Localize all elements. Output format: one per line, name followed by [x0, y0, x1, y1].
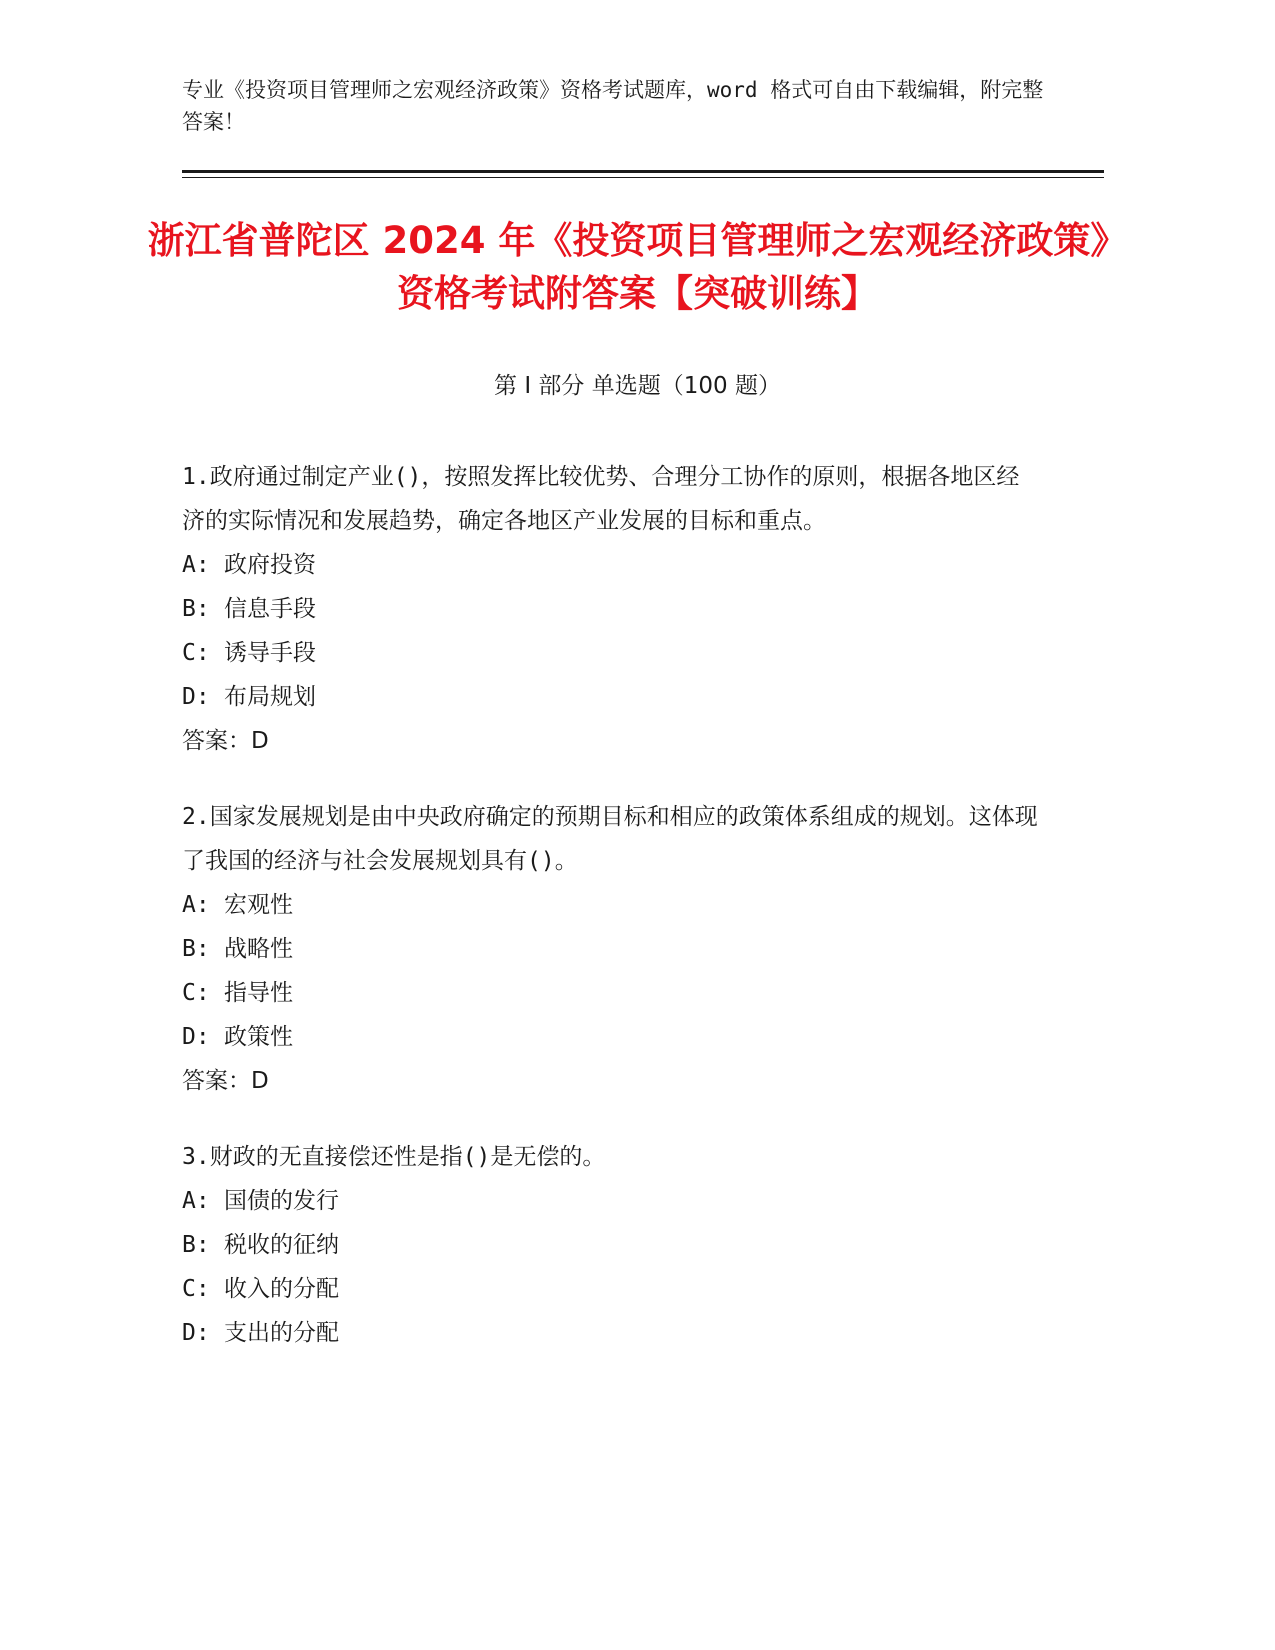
option-text: 诱导手段 — [224, 640, 316, 666]
option-key: B: — [182, 596, 210, 622]
question-spacer — [182, 763, 1042, 795]
option-a — [182, 543, 1042, 587]
option-key: C: — [182, 1276, 210, 1302]
option-c — [182, 631, 1042, 675]
option-text: 宏观性 — [224, 892, 293, 918]
document-title: 浙江省普陀区 2024 年《投资项目管理师之宏观经济政策》资格考试附答案【突破训练】 — [147, 219, 1128, 315]
option-key: B: — [182, 1232, 210, 1258]
section-heading: 第 I 部分 单选题（100 题） — [494, 373, 781, 399]
option-d — [182, 1015, 1042, 1059]
option-key: C: — [182, 640, 210, 666]
header-note: 专业《投资项目管理师之宏观经济政策》资格考试题库，word 格式可自由下载编辑，附完整答案！ — [182, 78, 1044, 134]
option-d — [182, 675, 1042, 719]
answer-line: 答案：D — [182, 728, 269, 754]
question-spacer — [182, 1103, 1042, 1135]
option-text: 国债的发行 — [224, 1188, 339, 1214]
question-2 — [182, 795, 1042, 1103]
question-list — [182, 455, 1042, 1355]
option-key: D: — [182, 1320, 210, 1346]
question-1 — [182, 455, 1042, 763]
option-c — [182, 1267, 1042, 1311]
option-text: 收入的分配 — [224, 1276, 339, 1302]
option-text: 税收的征纳 — [224, 1232, 339, 1258]
option-text: 指导性 — [224, 980, 293, 1006]
option-text: 信息手段 — [224, 596, 316, 622]
option-key: D: — [182, 1024, 210, 1050]
option-b — [182, 927, 1042, 971]
question-3 — [182, 1135, 1042, 1355]
option-a — [182, 1179, 1042, 1223]
option-c — [182, 971, 1042, 1015]
option-key: D: — [182, 684, 210, 710]
option-key: B: — [182, 936, 210, 962]
option-text: 政策性 — [224, 1024, 293, 1050]
header-rule-thin — [182, 177, 1104, 178]
option-key: A: — [182, 552, 210, 578]
option-text: 战略性 — [224, 936, 293, 962]
option-b — [182, 587, 1042, 631]
header-rule-thick — [182, 170, 1104, 173]
question-stem: 1.政府通过制定产业()，按照发挥比较优势、合理分工协作的原则，根据各地区经济的实际情况和发展趋势，确定各地区产业发展的目标和重点。 — [182, 464, 1020, 534]
option-a — [182, 883, 1042, 927]
option-key: A: — [182, 1188, 210, 1214]
option-d — [182, 1311, 1042, 1355]
question-stem: 2.国家发展规划是由中央政府确定的预期目标和相应的政策体系组成的规划。这体现了我国的经济与社会发展规划具有()。 — [182, 804, 1038, 874]
option-key: A: — [182, 892, 210, 918]
option-key: C: — [182, 980, 210, 1006]
answer-line: 答案：D — [182, 1068, 269, 1094]
question-stem: 3.财政的无直接偿还性是指()是无偿的。 — [182, 1144, 606, 1170]
option-text: 布局规划 — [224, 684, 316, 710]
option-text: 政府投资 — [224, 552, 316, 578]
option-b — [182, 1223, 1042, 1267]
option-text: 支出的分配 — [224, 1320, 339, 1346]
